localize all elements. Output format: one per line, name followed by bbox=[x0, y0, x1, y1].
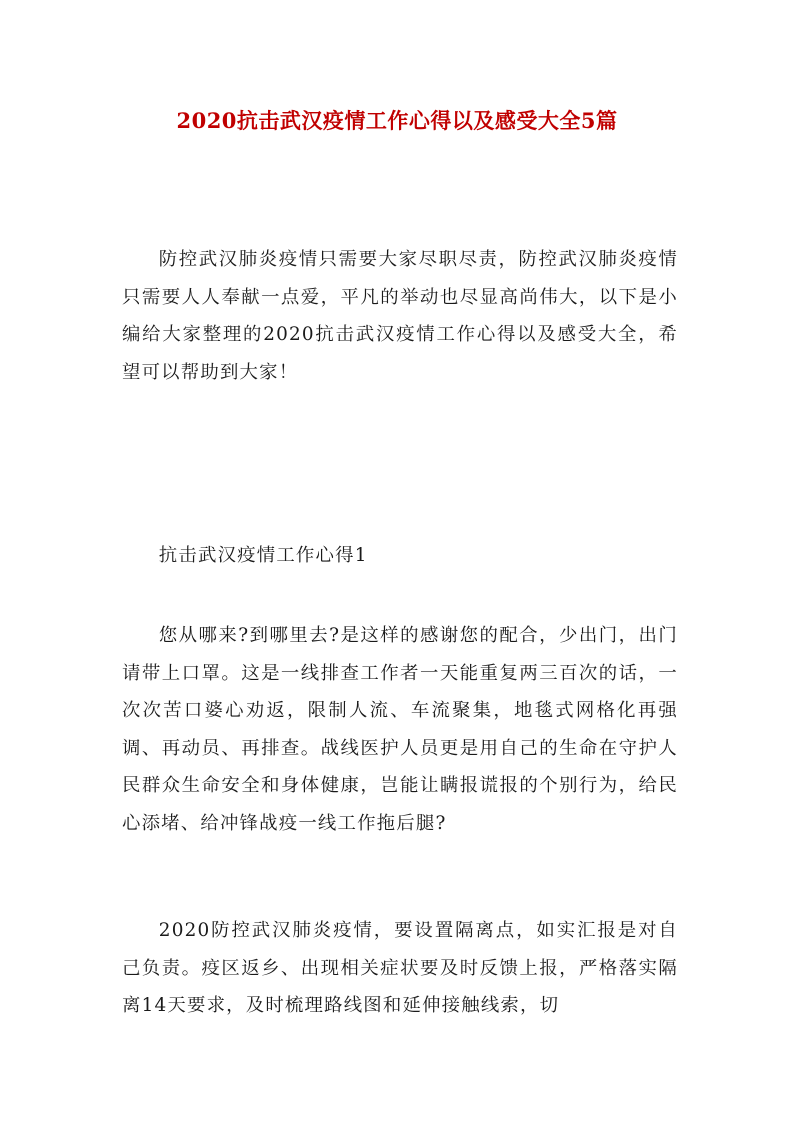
intro-paragraph: 防控武汉肺炎疫情只需要大家尽职尽责，防控武汉肺炎疫情只需要人人奉献一点爱，平凡的举动也尽显高尚伟大，以下是小编给大家整理的2020抗击武汉疫情工作心得以及感受大全，希望可以帮助到大家！ bbox=[122, 249, 678, 383]
body-paragraph-1: 您从哪来?到哪里去?是这样的感谢您的配合，少出门，出门请带上口罩。这是一线排查工作者一天能重复两三百次的话，一次次苦口婆心劝返，限制人流、车流聚集，地毯式网格化再强调、再动员、再排查。战线医护人员更是用自己的生命在守护人民群众生命安全和身体健康，岂能让瞒报谎报的个别行为，给民心添堵、给冲锋战疫一线工作拖后腿? bbox=[122, 625, 678, 834]
body-paragraph-2: 2020防控武汉肺炎疫情，要设置隔离点，如实汇报是对自己负责。疫区返乡、出现相关症状要及时反馈上报，严格落实隔离14天要求，及时梳理路线图和延伸接触线索，切 bbox=[122, 920, 678, 1017]
section-heading: 抗击武汉疫情工作心得1 bbox=[158, 545, 368, 566]
document-title: 2020抗击武汉疫情工作心得以及感受大全5篇 bbox=[176, 108, 618, 133]
